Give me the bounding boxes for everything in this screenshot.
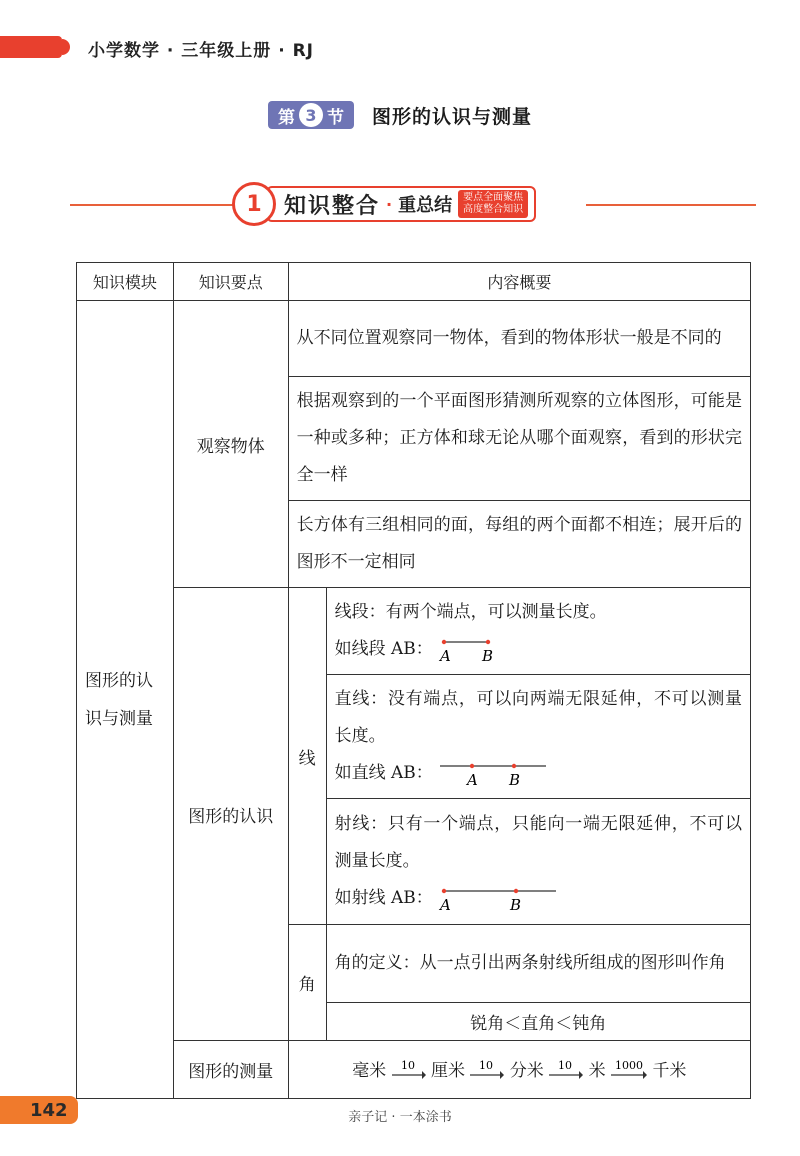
observe-row-3: 长方体有三组相同的面，每组的两个面都不相连；展开后的图形不一定相同 [288, 501, 750, 588]
ray-point-b [514, 889, 518, 893]
section-prefix: 第 [278, 107, 295, 128]
knowledge-banner [232, 182, 588, 226]
segment-label-b: B [482, 647, 494, 664]
straight-label-a: A [467, 771, 479, 788]
ray-diagram [438, 883, 560, 913]
straight-example: 如直线 AB： [334, 763, 433, 783]
segment-label-a: A [440, 647, 452, 664]
header-summary: 内容概要 [288, 263, 750, 301]
straight-example-row [335, 755, 742, 792]
banner-tag-line2: 高度整合知识 [463, 204, 524, 215]
segment-point-b [486, 640, 490, 644]
banner-sub: 重总结 [398, 195, 453, 216]
rate-arrow-1 [392, 1059, 426, 1083]
rate-4: 1000 [615, 1059, 644, 1072]
angle-definition: 角的定义：从一点引出两条射线所组成的图形叫作角 [326, 925, 750, 1003]
rate-arrow-4-head [643, 1071, 647, 1079]
section-heading [268, 100, 532, 130]
header-point: 知识要点 [173, 263, 288, 301]
rate-arrow-4 [611, 1059, 647, 1083]
rate-arrow-1-head [422, 1071, 426, 1079]
module-cell: 图形的认识与测量 [77, 301, 174, 1099]
unit-m: 米 [588, 1061, 606, 1081]
banner-line-left [70, 204, 240, 206]
measurement-label: 图形的测量 [173, 1041, 288, 1099]
segment-point-a [442, 640, 446, 644]
section-title: 图形的认识与测量 [372, 105, 533, 128]
straight-text: 直线：没有端点，可以向两端无限延伸，不可以测量长度。 [334, 689, 742, 746]
rate-arrow-3 [549, 1059, 583, 1083]
observe-row-2: 根据观察到的一个平面图形猜测所观察的立体图形，可能是一种或多种；正方体和球无论从哪个面观察，看到的形状完全一样 [288, 377, 750, 501]
banner-body [266, 186, 536, 222]
segment-example-row [335, 631, 742, 668]
ray-text: 射线：只有一个端点，只能向一端无限延伸，不可以测量长度。 [334, 814, 742, 871]
knowledge-table [76, 262, 751, 1099]
table-row [77, 1041, 751, 1099]
segment-example: 如线段 AB： [334, 639, 433, 659]
rate-3: 10 [558, 1059, 573, 1072]
banner-number: 1 [232, 182, 276, 226]
table-row [77, 301, 751, 377]
ray-example: 如射线 AB： [334, 888, 433, 908]
ray-label-a: A [440, 896, 452, 913]
segment-diagram [438, 634, 498, 664]
shape-recognition-label: 图形的认识 [173, 588, 288, 1041]
straight-point-b [512, 764, 516, 768]
ray-example-row [335, 880, 742, 917]
measurement-chain [288, 1041, 750, 1099]
banner-line-right [586, 204, 756, 206]
line-label: 线 [288, 588, 326, 925]
banner-tag [458, 190, 528, 218]
straight-diagram [438, 758, 550, 788]
unit-km: 千米 [652, 1061, 687, 1081]
section-suffix: 节 [327, 107, 344, 128]
straight-cell [326, 675, 750, 799]
unit-dm: 分米 [509, 1061, 544, 1081]
segment-cell [326, 588, 750, 675]
observe-label: 观察物体 [173, 301, 288, 588]
header-module: 知识模块 [77, 263, 174, 301]
unit-mm: 毫米 [352, 1061, 387, 1081]
rate-arrow-2-head [500, 1071, 504, 1079]
ray-cell [326, 799, 750, 925]
segment-text: 线段：有两个端点，可以测量长度。 [334, 602, 607, 622]
page-number: 142 [0, 1096, 78, 1124]
straight-point-a [470, 764, 474, 768]
banner-tag-line1: 要点全面聚焦 [463, 192, 524, 203]
angle-order: 锐角＜直角＜钝角 [326, 1003, 750, 1041]
angle-label: 角 [288, 925, 326, 1041]
book-title: 小学数学 · 三年级上册 · RJ [88, 41, 315, 61]
section-badge [268, 101, 354, 129]
ray-label-b: B [510, 896, 522, 913]
table-header-row [77, 263, 751, 301]
footer-brand: 亲子记 · 一本涂书 [348, 1110, 452, 1125]
table-row [77, 588, 751, 675]
observe-row-1: 从不同位置观察同一物体，看到的物体形状一般是不同的 [288, 301, 750, 377]
banner-main: 知识整合 [284, 193, 381, 219]
unit-cm: 厘米 [431, 1061, 465, 1081]
header-tab [0, 36, 62, 58]
section-number: 3 [299, 103, 323, 127]
rate-arrow-2 [470, 1059, 504, 1083]
rate-1: 10 [400, 1059, 415, 1072]
straight-label-b: B [509, 771, 521, 788]
rate-arrow-3-head [579, 1071, 583, 1079]
banner-dot: · [386, 194, 393, 214]
ray-point-a [442, 889, 446, 893]
rate-2: 10 [479, 1059, 494, 1072]
